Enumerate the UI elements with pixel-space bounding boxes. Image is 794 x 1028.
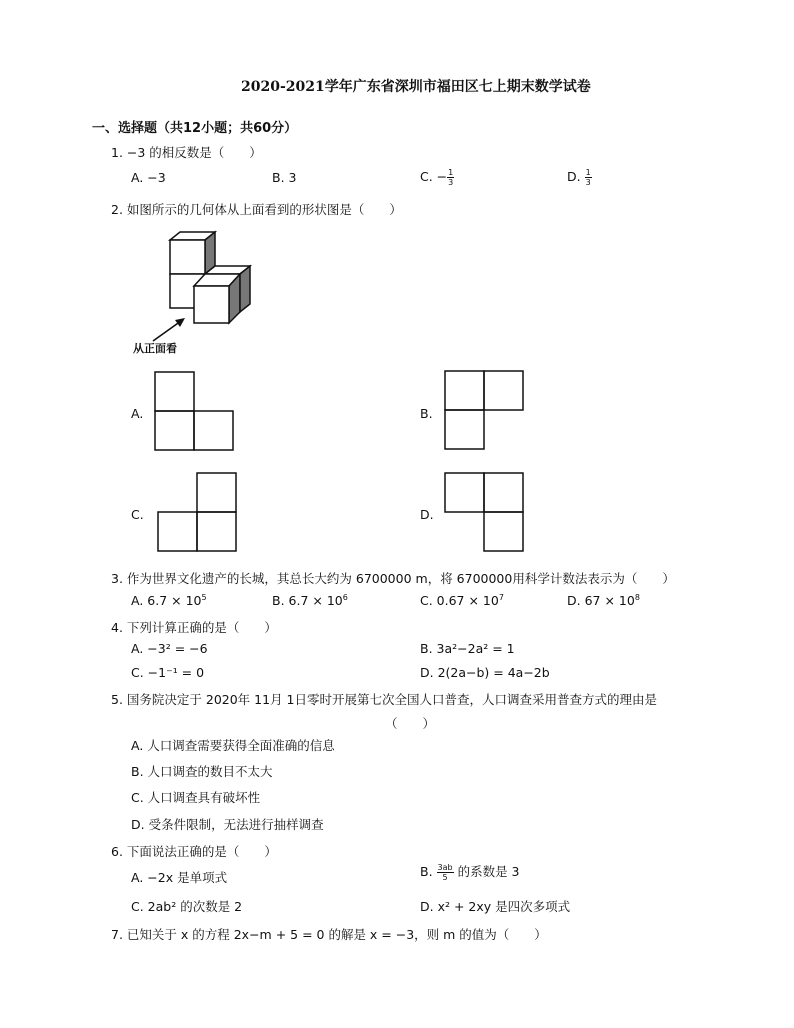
q3-option-a-text: A. 6.7 × 10 [131, 593, 202, 608]
q1-option-a: A. −3 [131, 170, 166, 185]
exponent: 5 [201, 592, 207, 602]
q6-option-a: A. −2x 是单项式 [131, 870, 228, 885]
q2-option-c-label: C. [131, 507, 144, 522]
q3-option-b-text: B. 6.7 × 10 [272, 593, 343, 608]
q3-option-c [420, 593, 504, 608]
q2-option-c-figure [157, 472, 239, 554]
question-5-paren: （ ） [385, 716, 436, 731]
arrow-head-icon [175, 318, 185, 327]
geometry-solid-figure [125, 228, 260, 358]
question-1-stem: 1. −3 的相反数是（ ） [111, 145, 262, 160]
q1-option-c-fraction [447, 168, 454, 187]
q2-option-d-label: D. [420, 507, 434, 522]
fraction-denominator: 3 [448, 178, 454, 187]
q1-option-d-label: D. [567, 169, 585, 184]
exponent: 6 [342, 592, 348, 602]
q2-option-a-figure [154, 371, 236, 453]
exponent: 8 [634, 592, 640, 602]
q4-option-b: B. 3a²−2a² = 1 [420, 641, 515, 656]
q4-option-d: D. 2(2a−b) = 4a−2b [420, 665, 550, 680]
question-3-stem: 3. 作为世界文化遗产的长城，其总长大约为 6700000 m，将 6700000用科学计数法表示为（ ） [111, 571, 675, 586]
q2-option-d-figure [444, 472, 526, 554]
page-title: 2020-2021学年广东省深圳市福田区七上期末数学试卷 [241, 79, 591, 95]
cube-front-face [170, 240, 205, 274]
q1-option-d [567, 168, 592, 187]
q6-option-b-suffix: 的系数是 3 [453, 864, 520, 879]
q2-option-a-label: A. [131, 406, 144, 421]
q1-option-c-label: C. − [420, 169, 448, 184]
exponent: 7 [498, 592, 504, 602]
q3-option-a [131, 593, 207, 608]
q5-option-d: D. 受条件限制，无法进行抽样调查 [131, 817, 324, 832]
q5-option-b: B. 人口调查的数目不太大 [131, 764, 273, 779]
fraction-denominator: 5 [442, 873, 448, 882]
cube-front-face [194, 286, 229, 323]
q2-option-b-label: B. [420, 406, 433, 421]
q4-option-a: A. −3² = −6 [131, 641, 208, 656]
q3-option-c-text: C. 0.67 × 10 [420, 593, 499, 608]
question-6-stem: 6. 下面说法正确的是（ ） [111, 844, 277, 859]
q4-option-c: C. −1⁻¹ = 0 [131, 665, 205, 680]
q6-option-b [420, 862, 520, 882]
fraction-denominator: 3 [585, 178, 591, 187]
q5-option-c: C. 人口调查具有破坏性 [131, 790, 261, 805]
question-7-stem: 7. 已知关于 x 的方程 2x−m + 5 = 0 的解是 x = −3，则 m 的值为（ ） [111, 927, 547, 942]
q6-option-b-label: B. [420, 864, 437, 879]
fraction-numerator: 1 [585, 168, 591, 177]
q1-option-d-fraction [585, 168, 592, 187]
view-direction-arrow [153, 321, 181, 341]
q2-option-b-figure [444, 370, 526, 452]
q1-option-c [420, 168, 454, 187]
section-heading: 一、选择题（共12小题；共60分） [92, 121, 298, 136]
q3-option-d [567, 593, 640, 608]
q6-option-c: C. 2ab² 的次数是 2 [131, 899, 243, 914]
fraction-numerator: 3ab [437, 863, 453, 872]
question-5-stem: 5. 国务院决定于 2020年 11月 1日零时开展第七次全国人口普查，人口调查采用普查方式的理由是 [111, 692, 657, 707]
q5-option-a: A. 人口调查需要获得全面准确的信息 [131, 738, 335, 753]
q3-option-d-text: D. 67 × 10 [567, 593, 635, 608]
q6-option-d: D. x² + 2xy 是四次多项式 [420, 899, 571, 914]
cube-side-face [240, 266, 250, 312]
fraction-numerator: 1 [448, 168, 454, 177]
q6-option-b-fraction [437, 863, 454, 882]
q3-option-b [272, 593, 348, 608]
q1-option-b: B. 3 [272, 170, 297, 185]
question-2-stem: 2. 如图所示的几何体从上面看到的形状图是（ ） [111, 202, 402, 217]
question-4-stem: 4. 下列计算正确的是（ ） [111, 620, 277, 635]
figure-caption: 从正面看 [133, 342, 177, 355]
